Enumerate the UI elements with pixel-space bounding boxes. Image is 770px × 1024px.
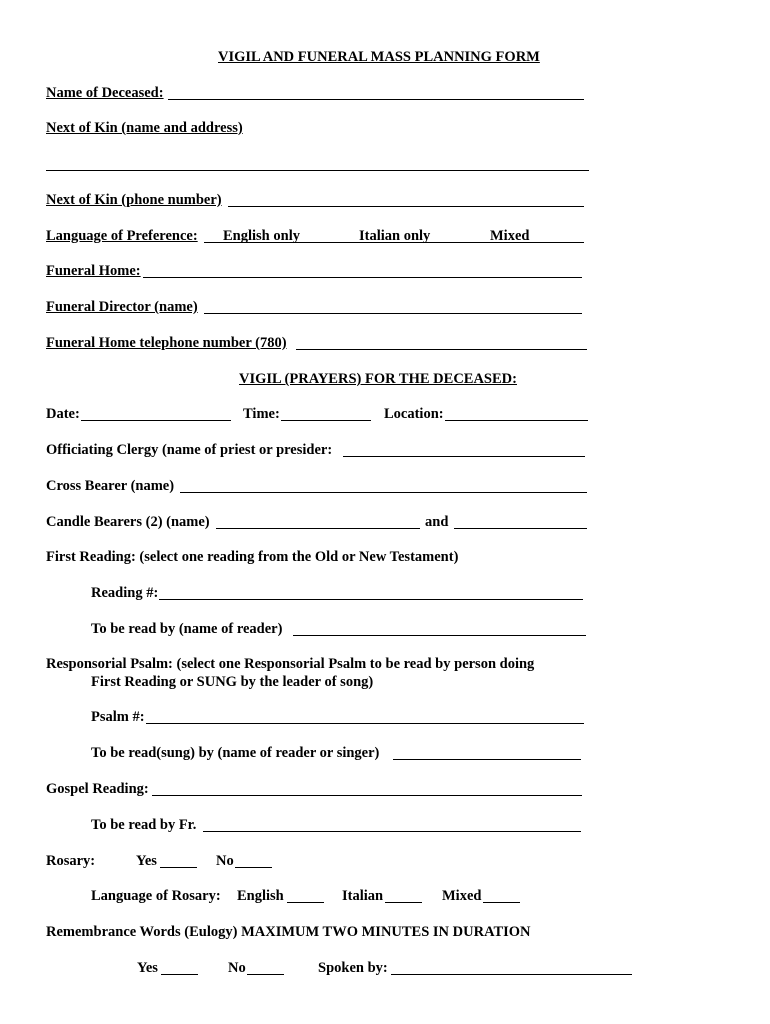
date-field[interactable]: [81, 420, 231, 421]
candle-bearers-and: and: [425, 514, 449, 530]
name-of-deceased-field[interactable]: [168, 99, 584, 100]
form-title: VIGIL AND FUNERAL MASS PLANNING FORM: [218, 49, 540, 65]
reader-name-field[interactable]: [293, 635, 586, 636]
clergy-field[interactable]: [343, 456, 585, 457]
vigil-heading: VIGIL (PRAYERS) FOR THE DECEASED:: [239, 371, 517, 387]
language-option-english[interactable]: English only: [223, 228, 300, 244]
candle-bearer-2-field[interactable]: [454, 528, 587, 529]
eulogy-yes-field[interactable]: [161, 974, 198, 975]
language-preference-label: Language of Preference:: [46, 228, 198, 244]
location-field[interactable]: [445, 420, 588, 421]
rosary-no-field[interactable]: [235, 867, 272, 868]
eulogy-label: Remembrance Words (Eulogy) MAXIMUM TWO MINUTES IN DURATION: [46, 924, 531, 940]
funeral-director-field[interactable]: [204, 313, 582, 314]
psalm-reader-field[interactable]: [393, 759, 581, 760]
psalm-instructions-line2: First Reading or SUNG by the leader of song): [91, 674, 374, 690]
rosary-no-label: No: [216, 853, 234, 869]
psalm-number-label: Psalm #:: [91, 709, 145, 725]
rosary-english-field[interactable]: [287, 902, 324, 903]
reading-number-field[interactable]: [159, 599, 583, 600]
first-reading-label: First Reading: (select one reading from the Old or New Testament): [46, 549, 459, 565]
rosary-yes-field[interactable]: [160, 867, 197, 868]
candle-bearers-label: Candle Bearers (2) (name): [46, 514, 210, 530]
funeral-home-phone-field[interactable]: [296, 349, 587, 350]
rosary-label: Rosary:: [46, 853, 96, 869]
location-label: Location:: [384, 406, 444, 422]
name-of-deceased-label: Name of Deceased:: [46, 85, 164, 101]
language-option-mixed[interactable]: Mixed: [490, 228, 530, 244]
language-option-italian[interactable]: Italian only: [359, 228, 431, 244]
next-of-kin-address-field[interactable]: [46, 170, 589, 171]
date-label: Date:: [46, 406, 80, 422]
candle-bearer-1-field[interactable]: [216, 528, 420, 529]
rosary-english-label: English: [237, 888, 284, 904]
funeral-home-phone-label: Funeral Home telephone number (780): [46, 335, 287, 351]
time-label: Time:: [243, 406, 280, 422]
funeral-home-label: Funeral Home:: [46, 263, 141, 279]
rosary-italian-field[interactable]: [385, 902, 422, 903]
reader-name-label: To be read by (name of reader): [91, 621, 283, 637]
spoken-by-label: Spoken by:: [318, 960, 388, 976]
clergy-label: Officiating Clergy (name of priest or presider:: [46, 442, 333, 458]
gospel-reader-label: To be read by Fr.: [91, 817, 197, 833]
psalm-reader-label: To be read(sung) by (name of reader or singer): [91, 745, 380, 761]
spoken-by-field[interactable]: [391, 974, 632, 975]
rosary-mixed-field[interactable]: [483, 902, 520, 903]
cross-bearer-field[interactable]: [180, 492, 587, 493]
gospel-reader-field[interactable]: [203, 831, 581, 832]
rosary-language-label: Language of Rosary:: [91, 888, 221, 904]
cross-bearer-label: Cross Bearer (name): [46, 478, 175, 494]
psalm-instructions-line1: Responsorial Psalm: (select one Responsorial Psalm to be read by person doing: [46, 656, 535, 672]
eulogy-no-field[interactable]: [247, 974, 284, 975]
time-field[interactable]: [281, 420, 371, 421]
gospel-reading-label: Gospel Reading:: [46, 781, 149, 797]
funeral-director-label: Funeral Director (name): [46, 299, 198, 315]
eulogy-no-label: No: [228, 960, 246, 976]
funeral-home-field[interactable]: [143, 277, 582, 278]
rosary-italian-label: Italian: [342, 888, 384, 904]
gospel-reading-field[interactable]: [152, 795, 582, 796]
reading-number-label: Reading #:: [91, 585, 159, 601]
next-of-kin-phone-field[interactable]: [228, 206, 584, 207]
rosary-yes-label: Yes: [136, 853, 157, 869]
psalm-number-field[interactable]: [146, 723, 584, 724]
eulogy-yes-label: Yes: [137, 960, 158, 976]
next-of-kin-phone-label: Next of Kin (phone number): [46, 192, 222, 208]
next-of-kin-address-label: Next of Kin (name and address): [46, 120, 243, 136]
rosary-mixed-label: Mixed: [442, 888, 482, 904]
